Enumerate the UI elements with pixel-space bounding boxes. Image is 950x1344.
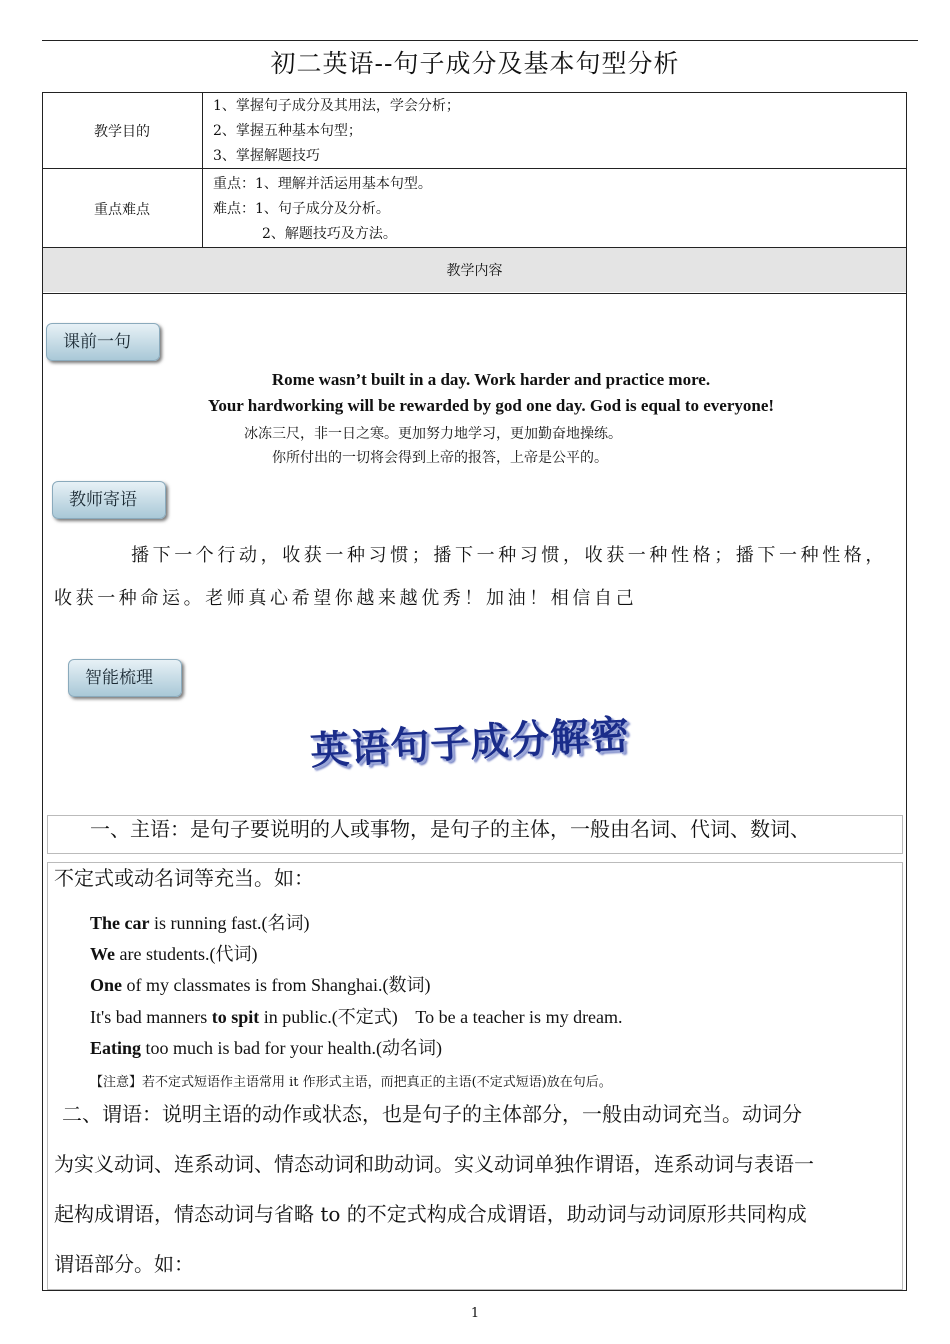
key-points-label: 重点难点: [94, 202, 150, 218]
example-subject: Eating: [90, 1038, 142, 1058]
example-sentence: [90, 971, 430, 997]
example-rest: are students.(代词): [115, 944, 258, 964]
difficulty-line: 2、解题技巧及方法。: [262, 226, 397, 242]
quote-zh-line2: 你所付出的一切将会得到上帝的报答，上帝是公平的。: [272, 450, 608, 466]
wordart-heading: 英语句子成分解密: [309, 712, 632, 775]
objectives-label: 教学目的: [94, 124, 150, 140]
example-pre: It's bad manners: [90, 1007, 212, 1027]
example-rest: in public.(不定式) To be a teacher is my dream.: [259, 1007, 623, 1027]
example-sentence: [90, 1034, 442, 1060]
example-sentence: [90, 909, 309, 935]
example-sentence: [90, 1003, 623, 1029]
example-subject: The car: [90, 913, 150, 933]
objective-line: 1、掌握句子成分及其用法，学会分析；: [213, 98, 460, 114]
predicate-line4: 谓语部分。如：: [54, 1252, 194, 1276]
content-header: 教学内容: [446, 263, 503, 279]
tag-smart: 智能梳理: [68, 659, 182, 697]
subject-line2: 不定式或动名词等充当。如：: [54, 866, 314, 890]
objectives-body: [213, 94, 460, 169]
objective-line: 2、掌握五种基本句型；: [213, 123, 362, 139]
example-subject: We: [90, 944, 115, 964]
key-points-body: [213, 172, 432, 247]
header-rule: [42, 40, 918, 41]
difficulty-line: 难点：1、句子成分及分析。: [213, 201, 390, 217]
key-point-line: 重点：1、理解并活运用基本句型。: [213, 176, 432, 192]
tag-pre-class: 课前一句: [46, 323, 160, 361]
subject-line1: 一、主语：是句子要说明的人或事物，是句子的主体，一般由名词、代词、数词、: [90, 817, 810, 841]
tag-teacher: 教师寄语: [52, 481, 166, 519]
objective-line: 3、掌握解题技巧: [213, 148, 320, 164]
example-rest: too much is bad for your health.(动名词): [141, 1038, 442, 1058]
page-title: 初二英语--句子成分及基本句型分析: [270, 49, 680, 78]
example-rest: of my classmates is from Shanghai.(数词): [122, 975, 431, 995]
predicate-line3: 起构成谓语，情态动词与省略 to 的不定式构成合成谓语，助动词与动词原形共同构成: [54, 1202, 807, 1226]
predicate-line1: 二、谓语：说明主语的动作或状态，也是句子的主体部分，一般由动词充当。动词分: [62, 1102, 802, 1126]
quote-en-line2: Your hardworking will be rewarded by god one day. God is equal to everyone!: [207, 396, 775, 415]
predicate-line2: 为实义动词、连系动词、情态动词和助动词。实义动词单独作谓语，连系动词与表语一: [54, 1152, 814, 1176]
example-subject: to spit: [211, 1007, 260, 1027]
note-text: 【注意】若不定式短语作主语常用 it 作形式主语，而把真正的主语(不定式短语)放在句后。: [90, 1075, 612, 1090]
example-subject: One: [90, 975, 123, 995]
example-rest: is running fast.(名词): [149, 913, 310, 933]
page-number: 1: [470, 1306, 480, 1321]
quote-zh-line1: 冰冻三尺，非一日之寒。更加努力地学习，更加勤奋地操练。: [244, 426, 622, 442]
teacher-msg-line1: 播下一个行动，收获一种习惯；播下一种习惯，收获一种性格；播下一种性格，: [131, 545, 887, 566]
example-sentence: [90, 940, 257, 966]
teacher-msg-line2: 收获一种命运。老师真心希望你越来越优秀！加油！相信自己: [54, 588, 638, 609]
quote-en-line1: Rome wasn’t built in a day. Work harder and practice more.: [271, 370, 711, 389]
